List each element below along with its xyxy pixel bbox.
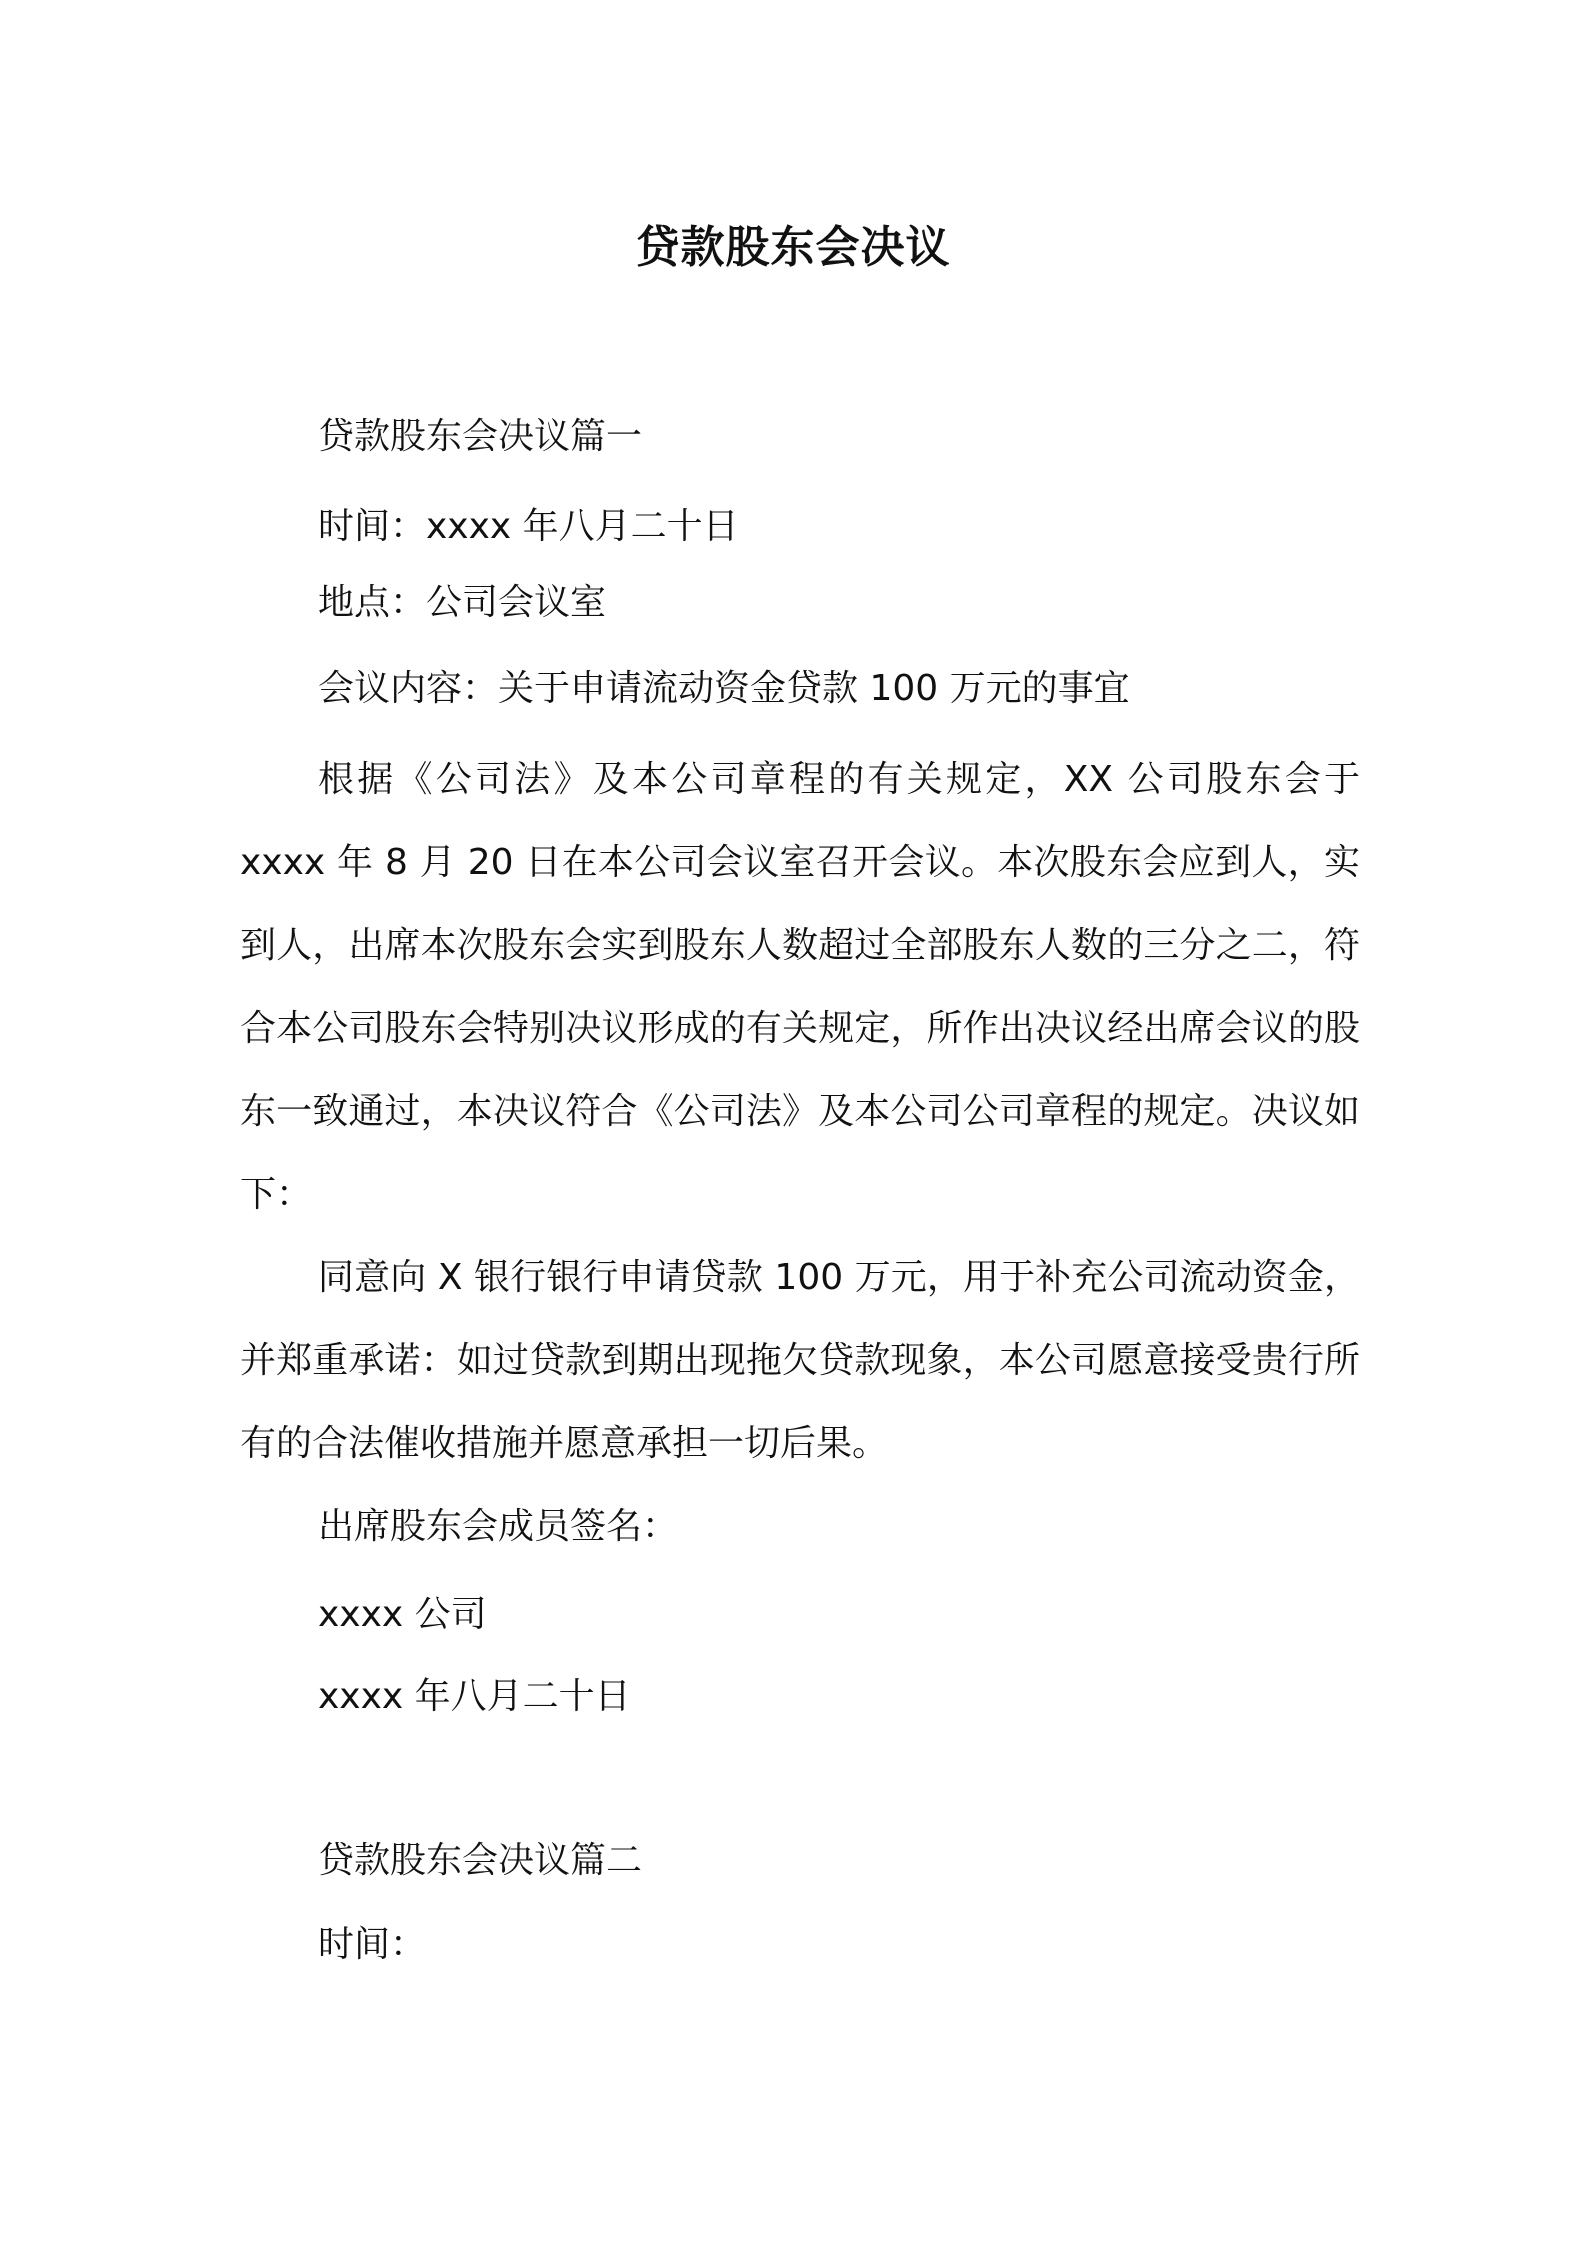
resolution-paragraph-2: 同意向 X 银行银行申请贷款 100 万元，用于补充公司流动资金，并郑重承诺：如过贷款到期出现拖欠贷款现象，本公司愿意接受贵行所有的合法催收措施并愿意承担一切后果。	[240, 1257, 1360, 1464]
signature-date: xxxx 年八月二十日	[318, 1676, 631, 1717]
section1-heading: 贷款股东会决议篇一	[318, 416, 643, 457]
meeting-time: 时间：xxxx 年八月二十日	[318, 506, 739, 547]
meeting-content: 会议内容：关于申请流动资金贷款 100 万元的事宜	[318, 668, 1130, 709]
document-title: 贷款股东会决议	[635, 222, 951, 273]
resolution-paragraph-1: 根据《公司法》及本公司章程的有关规定，XX 公司股东会于 xxxx 年 8 月 20 日在本公司会议室召开会议。本次股东会应到人，实到人，出席本次股东会实到股东人数超过全部股东人数的三分之二，符合本公司股东会特别决议形成的有关规定，所作出决议经出席会议的股东一致通过，本决议符合《公司法》及本公司公司章程的规定。决议如下：	[240, 759, 1360, 1215]
company-name: xxxx 公司	[318, 1594, 487, 1635]
section2-heading: 贷款股东会决议篇二	[318, 1840, 643, 1881]
section2-time: 时间：	[318, 1924, 427, 1965]
signature-label: 出席股东会成员签名：	[318, 1506, 679, 1547]
meeting-place: 地点：公司会议室	[318, 582, 607, 623]
